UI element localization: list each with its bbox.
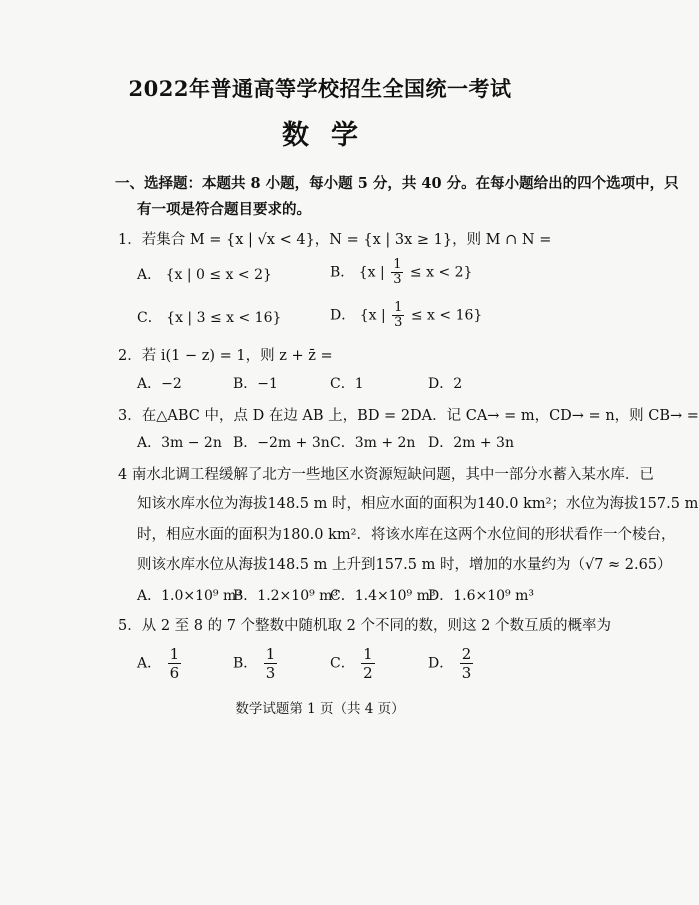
q3-stem: 3．在△ABC 中，点 D 在边 AB 上，BD = 2DA．记 CA→ = m，CD→ = n，则 CB→ =	[118, 408, 699, 424]
q4-line4: 则该水库水位从海拔148.5 m 上升到157.5 m 时，增加的水量约为（√7 ≈ 2.65）	[137, 557, 672, 573]
q1-d-pre: {x |	[359, 307, 386, 324]
q5-d-label: D．	[428, 655, 454, 672]
q5-a-label: A．	[137, 655, 162, 672]
q5-c-label: C．	[330, 655, 355, 672]
q2-option-c: C．1	[330, 376, 364, 392]
q1-stem: 1．若集合 M = {x | √x < 4}，N = {x | 3x ≥ 1}，则 M ∩ N =	[118, 232, 552, 248]
q1-c-text: {x | 3 ≤ x < 16}	[166, 310, 282, 326]
q4-option-d: D．1.6×10⁹ m³	[428, 588, 534, 604]
q5-b-label: B．	[233, 655, 258, 672]
q4-option-c: C．1.4×10⁹ m³	[330, 588, 436, 604]
q5-option-a	[137, 645, 183, 682]
q1-d-denominator: 3	[394, 315, 403, 330]
q1-option-d	[330, 301, 482, 330]
q2-stem: 2．若 i(1 − z) = 1，则 z + z̄ =	[118, 348, 333, 364]
q4-line3: 时，相应水面的面积为180.0 km²．将该水库在这两个水位间的形状看作一个棱台，	[137, 527, 676, 543]
q3-option-a: A．3m − 2n	[137, 435, 222, 451]
q1-b-pre: {x |	[358, 264, 385, 281]
q4-option-a: A．1.0×10⁹ m³	[137, 588, 242, 604]
q1-b-fraction	[391, 258, 403, 287]
q5-b-denominator: 3	[265, 664, 276, 682]
q5-d-numerator: 2	[461, 645, 472, 663]
q2-option-d: D．2	[428, 376, 463, 392]
q1-d-post: ≤ x < 16}	[410, 307, 483, 324]
q5-option-d	[428, 645, 475, 682]
q5-c-denominator: 2	[363, 664, 373, 682]
q1-option-a	[137, 264, 272, 284]
q5-c-fraction	[361, 645, 375, 682]
q5-option-c	[330, 645, 377, 682]
q1-d-numerator: 1	[394, 300, 403, 315]
q1-d-label: D．	[330, 307, 356, 324]
q2-option-b: B．−1	[233, 376, 278, 392]
exam-title: 2022年普通高等学校招生全国统一考试	[128, 76, 512, 101]
q5-a-numerator: 1	[169, 645, 180, 663]
q1-b-label: B．	[330, 264, 355, 281]
q3-option-b: B．−2m + 3n	[233, 435, 330, 451]
section-instruction-line1: 一、选择题：本题共 8 小题，每小题 5 分，共 40 分。在每小题给出的四个选项中，只	[115, 175, 679, 192]
q5-d-denominator: 3	[461, 664, 472, 682]
q2-option-a: A．−2	[137, 376, 182, 392]
q5-b-fraction	[264, 645, 278, 682]
section-instruction-line2: 有一项是符合题目要求的。	[137, 201, 311, 218]
q5-stem: 5．从 2 至 8 的 7 个整数中随机取 2 个不同的数，则这 2 个数互质的概率为	[118, 618, 611, 634]
q5-c-numerator: 1	[363, 645, 373, 663]
q1-a-text: {x | 0 ≤ x < 2}	[165, 267, 272, 283]
q1-option-b	[330, 258, 472, 287]
subject-heading: 数学	[282, 120, 380, 151]
q5-a-fraction	[168, 645, 182, 682]
q1-a-label: A．	[137, 267, 162, 283]
q1-option-c	[137, 307, 281, 327]
q5-a-denominator: 6	[169, 664, 180, 682]
q1-b-denominator: 3	[393, 272, 402, 287]
q1-d-fraction	[392, 301, 404, 330]
q4-line1: 4 南水北调工程缓解了北方一些地区水资源短缺问题，其中一部分水蓄入某水库．已	[118, 467, 654, 483]
page-footer: 数学试题第 1 页（共 4 页）	[235, 701, 405, 717]
q4-option-b: B．1.2×10⁹ m³	[233, 588, 339, 604]
q4-line2: 知该水库水位为海拔148.5 m 时，相应水面的面积为140.0 km²；水位为海拔157.5 m	[137, 496, 699, 512]
q1-b-post: ≤ x < 2}	[409, 264, 473, 281]
q3-option-c: C．3m + 2n	[330, 435, 416, 451]
q5-d-fraction	[460, 645, 474, 682]
q5-option-b	[233, 645, 279, 682]
q5-b-numerator: 1	[265, 645, 276, 663]
q1-b-numerator: 1	[393, 257, 402, 272]
q3-option-d: D．2m + 3n	[428, 435, 514, 451]
q1-c-label: C．	[137, 310, 162, 326]
